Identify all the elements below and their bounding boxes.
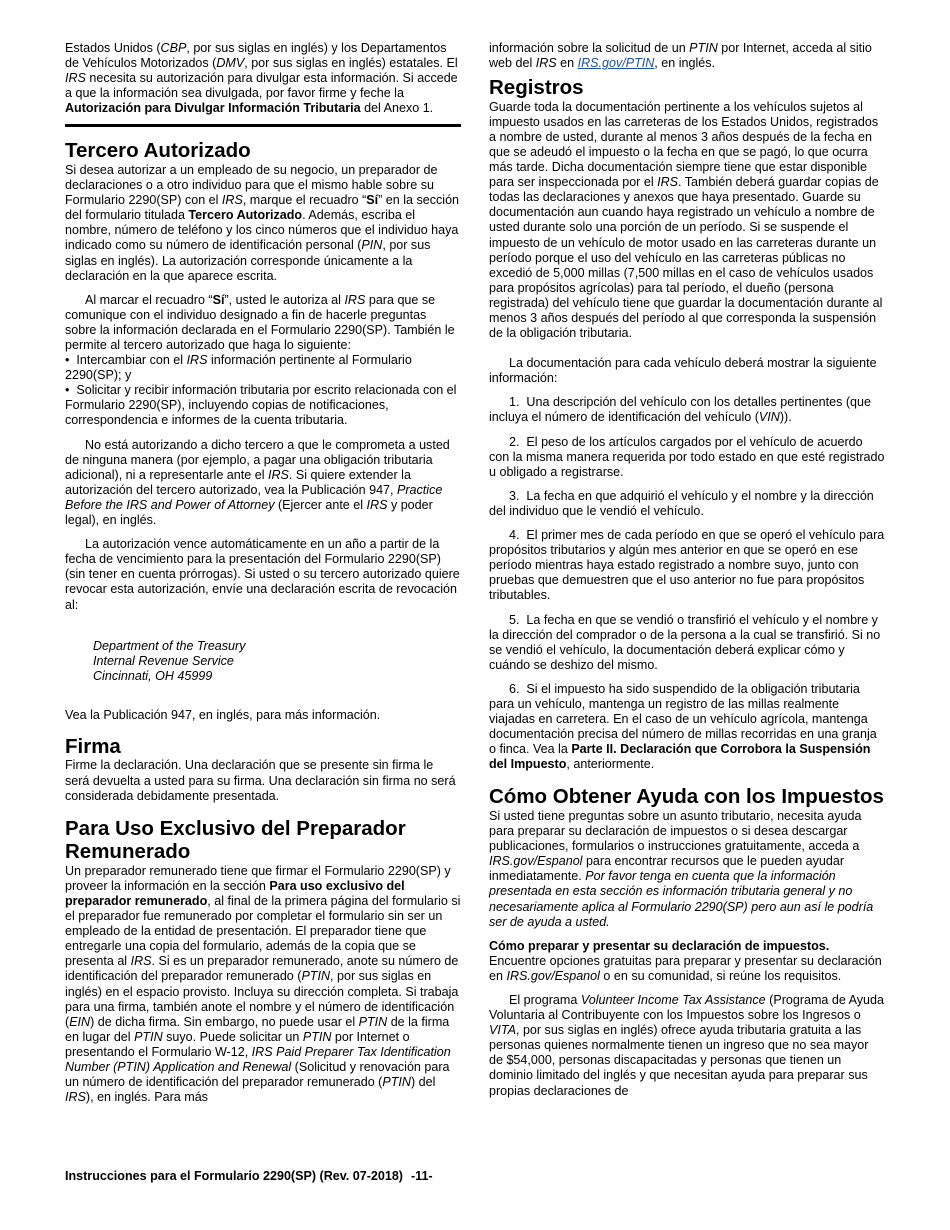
registros-item-2: 2. El peso de los artículos cargados por el vehículo de acuerdo con la misma manera requerida por todo estado en que esté registrado u obligado a registrarse. [489, 434, 885, 479]
section-divider [65, 124, 461, 127]
registros-item-5: 5. La fecha en que se vendió o transfirió el vehículo y el nombre y la dirección del comprador o de la persona a la cual se transfirió. Si no se vendió el vehículo, la documentación deberá explicar cómo y cuándo se deshizo del mismo. [489, 612, 881, 672]
ayuda-paragraph-2: Cómo preparar y presentar su declaración de impuestos. Encuentre opciones gratuitas para preparar y presentar su declaración en IRS.gov/Espanol o en su comunidad, si reúne los requisitos. [489, 938, 882, 983]
registros-item-1: 1. Una descripción del vehículo con los detalles pertinentes (que incluya el número de identificación del vehículo (VIN)). [489, 395, 871, 425]
intro-paragraph: Estados Unidos (CBP, por sus siglas en inglés) y los Departamentos de Vehículos Motorizados (DMV, por sus siglas en inglés) estatales. El IRS necesita su autorización para divulgar esta información. Si accede a que la información sea divulgada, por favor firme y feche la Autorización para Divulgar Información Tributaria del Anexo 1. [65, 41, 458, 116]
address-line-1: Department of the Treasury [93, 638, 246, 653]
irs-ptin-link[interactable]: IRS.gov/PTIN [577, 56, 655, 71]
page-footer [65, 1169, 885, 1184]
ayuda-paragraph-3: El programa Volunteer Income Tax Assistance (Programa de Ayuda Voluntaria al Contribuyente con los Impuestos sobre los Ingresos o VITA, por sus siglas en inglés) ofrece ayuda tributaria gratuita a las personas quienes normalmente tienen un ingreso que no sea mayor de $54,000, personas discapacitadas y personas que tienen un dominio limitado del inglés y que necesitan ayuda para preparar sus propias declaraciones de [489, 992, 884, 1098]
preparador-paragraph: Un preparador remunerado tiene que firmar el Formulario 2290(SP) y proveer la información en la sección Para uso exclusivo del preparador remunerado, al final de la primera página del formulario si el preparador fue remunerado por completar el formulario sin ser un empleado de la entidad de presentación. El preparador tiene que entregarle una copia del formulario, además de la copia que se presenta al IRS. Si es un preparador remunerado, anote su número de identificación del preparador remunerado (PTIN, por sus siglas en inglés) en el espacio provisto. Incluya su dirección completa. Si trabaja para una firma, también anote el nombre y el número de identificación (EIN) de dicha firma. Sin embargo, no puede usar el PTIN de la firma en lugar del PTIN suyo. Puede solicitar un PTIN por Internet o presentando el Formulario W-12, IRS Paid Preparer Tax Identification Number (PTIN) Application and Renewal (Solicitud y renovación para un número de identificación del preparador remunerado (PTIN) del IRS), en inglés. Para más [65, 863, 461, 1105]
registros-paragraph-2: La documentación para cada vehículo deberá mostrar la siguiente información: [489, 356, 877, 386]
heading-registros: Registros [489, 76, 584, 100]
tercero-paragraph-5: Vea la Publicación 947, en inglés, para más información. [65, 707, 381, 722]
tercero-bullet-2: • Solicitar y recibir información tributaria por escrito relacionada con el Formulario 2290(SP), incluyendo copias de notificaciones, correspondencia e informes de la cuenta tributaria. [65, 383, 461, 428]
footer-title: Instrucciones para el Formulario 2290(SP) (Rev. 07-2018) [65, 1169, 403, 1183]
heading-firma: Firma [65, 734, 121, 758]
tercero-paragraph-2: Al marcar el recuadro “Sí”, usted le autoriza al IRS para que se comunique con el individuo designado a fin de hacerle preguntas sobre la información declarada en el Formulario 2290(SP). También le permite al tercero autorizado que haga lo siguiente: [65, 292, 455, 352]
tercero-paragraph-3: No está autorizando a dicho tercero a que le comprometa a usted de ninguna manera (por ejemplo, a pagar una obligación tributaria adicional), ni a representarle ante el IRS. Si quiere extender la autorización del tercero autorizado, vea la Publicación 947, Practice Before the IRS and Power of Attorney (Ejercer ante el IRS y poder legal), en inglés. [65, 437, 450, 528]
address-line-3: Cincinnati, OH 45999 [93, 668, 213, 683]
firma-paragraph: Firme la declaración. Una declaración que se presente sin firma le será devuelta a usted para su firma. Una declaración sin firma no será considerada debidamente presentada. [65, 758, 456, 803]
mailing-address [93, 639, 461, 684]
ayuda-paragraph-1: Si usted tiene preguntas sobre un asunto tributario, necesita ayuda para preparar su declaración de impuestos o si desea descargar publicaciones, formularios o instrucciones gratuitamente, acceda a IRS.gov/Espanol para encontrar recursos que le pueden ayudar inmediatamente. Por favor tenga en cuenta que la información presentada en esta sección es información tributaria general y no necesariamente aplica al Formulario 2290(SP) pero aun así le podría ser de ayuda a usted. [489, 808, 874, 929]
heading-tercero-autorizado: Tercero Autorizado [65, 139, 251, 163]
heading-como-obtener-ayuda: Cómo Obtener Ayuda con los Impuestos [489, 785, 884, 809]
continuation-paragraph: información sobre la solicitud de un PTIN por Internet, acceda al sitio web del IRS en IRS.gov/PTIN, en inglés. [489, 41, 872, 71]
page-number: -11- [410, 1169, 433, 1183]
tercero-paragraph-1: Si desea autorizar a un empleado de su negocio, un preparador de declaraciones o a otro individuo para que el mismo hable sobre su Formulario 2290(SP) con el IRS, marque el recuadro “Sí” en la sección del formulario titulada Tercero Autorizado. Además, escriba el nombre, número de teléfono y los cinco números que el individuo haya indicado como su número de identificación personal (PIN, por sus siglas en inglés). La autorización corresponde únicamente a la declaración en la que aparece escrita. [65, 162, 460, 283]
right-column [489, 41, 885, 1099]
registros-paragraph-1: Guarde toda la documentación pertinente a los vehículos sujetos al impuesto usados en las carreteras de los Estados Unidos, registrados a nombre de usted, durante al menos 3 años después de la fecha en que se adeudó el impuesto o la fecha en que se pagó, lo que ocurra más tarde. Dicha documentación siempre tiene que estar disponible para ser inspeccionada por el IRS. También deberá guardar copias de todas las declaraciones y anexos que haya presentado. Guarde su documentación aun cuando haya registrado un vehículo a nombre de usted durante solo una porción de un período. Si se suspende el impuesto de un vehículo de motor usado en las carreteras durante un período porque el uso del vehículo en las carreteras públicas no excedió de 5,000 millas (7,500 millas en el caso de vehículos usados para propósitos agrícolas) para tal período, el dueño (persona registrada) del vehículo tiene que guardar la documentación durante al menos 3 años después del período al que corresponda la suspensión de la obligación tributaria. [489, 99, 883, 341]
heading-preparador-remunerado: Para Uso Exclusivo del Preparador Remunerado [65, 816, 406, 864]
registros-item-3: 3. La fecha en que adquirió el vehículo y el nombre y la dirección del individuo que le vendió el vehículo. [489, 488, 874, 518]
tercero-paragraph-4: La autorización vence automáticamente en un año a partir de la fecha de vencimiento para la presentación del Formulario 2290(SP) (sin tener en cuenta prórrogas). Si usted o su tercero autorizado quiere revocar esta autorización, envíe una declaración escrita de revocación al: [65, 537, 460, 612]
left-column [65, 41, 461, 1105]
tercero-bullet-1: • Intercambiar con el IRS información pertinente al Formulario 2290(SP); y [65, 353, 461, 383]
registros-item-6: 6. Si el impuesto ha sido suspendido de la obligación tributaria para un vehículo, mantenga un registro de las millas realmente viajadas en carretera. En el caso de un vehículo agrícola, mantenga documentación precisa del número de millas recorridas en una granja o finca. Vea la Parte II. Declaración que Corrobora la Suspensión del Impuesto, anteriormente. [489, 681, 877, 772]
registros-item-4: 4. El primer mes de cada período en que se operó el vehículo para propósitos tributarios y algún mes anterior en que se operó en ese período mientras haya estado registrado a nombre suyo, junto con pruebas que demuestren que el uso anterior no fue para propósitos tributables. [489, 528, 885, 603]
address-line-2: Internal Revenue Service [93, 653, 234, 668]
